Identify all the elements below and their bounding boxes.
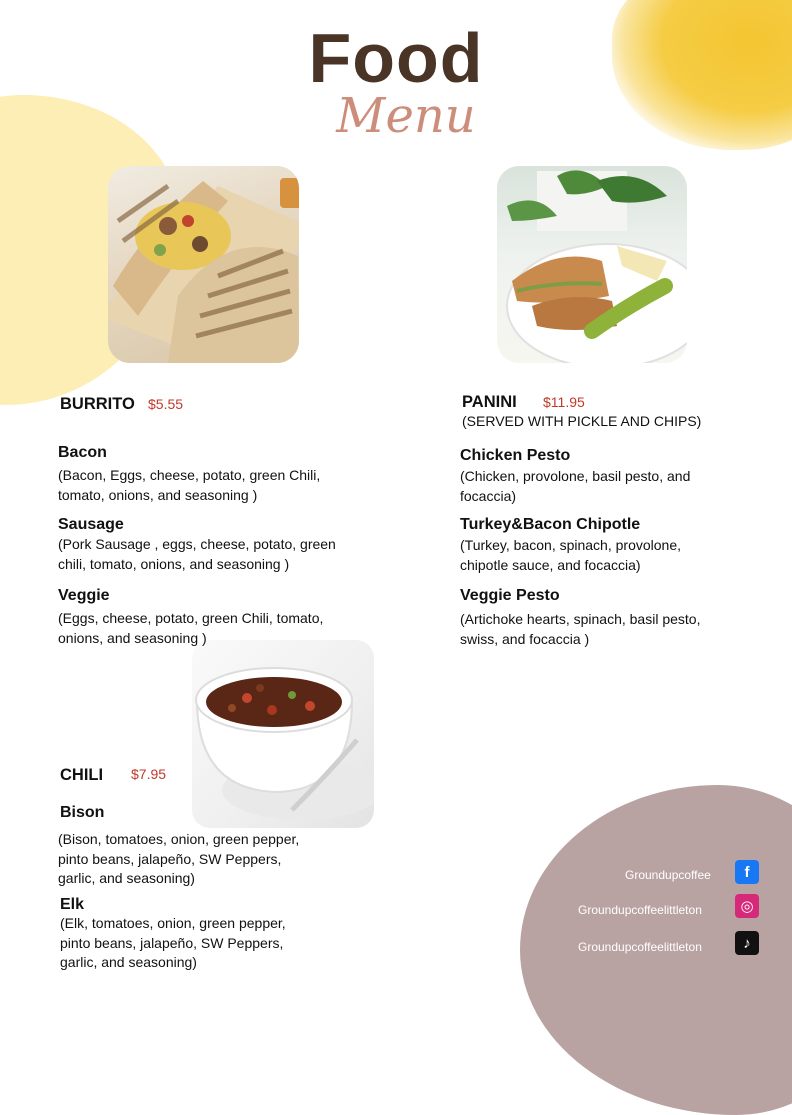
panini-item-name: Chicken Pesto	[460, 447, 571, 464]
burrito-item-description: (Eggs, cheese, potato, green Chili, tomato, onions, and seasoning )	[58, 610, 324, 646]
page-title: Food	[308, 19, 484, 97]
panini-item-description: (Artichoke hearts, spinach, basil pesto, swiss, and focaccia )	[460, 611, 701, 647]
chili-item-description: (Bison, tomatoes, onion, green pepper, pinto beans, jalapeño, SW Peppers, garlic, and seasoning)	[58, 831, 300, 886]
burrito-item-name: Veggie	[58, 587, 110, 604]
panini-photo	[497, 166, 687, 363]
burrito-section-title: BURRITO	[60, 395, 135, 413]
page-subtitle: Menu	[336, 88, 476, 144]
chili-item-name: Elk	[60, 896, 85, 913]
panini-section-title: PANINI	[462, 393, 517, 411]
burrito-item-description: (Pork Sausage , eggs, cheese, potato, green chili, tomato, onions, and seasoning )	[58, 536, 336, 572]
panini-item-description: (Chicken, provolone, basil pesto, and focaccia)	[460, 468, 691, 504]
burrito-item-name: Sausage	[58, 516, 124, 533]
burrito-item-description: (Bacon, Eggs, cheese, potato, green Chili, tomato, onions, and seasoning )	[58, 467, 321, 503]
burrito-item-name: Bacon	[58, 444, 107, 461]
facebook-icon[interactable]: f	[735, 860, 759, 884]
instagram-handle[interactable]: Groundupcoffeelittleton	[578, 903, 702, 917]
panini-price: $11.95	[543, 394, 585, 410]
chili-item-name: Bison	[60, 804, 105, 821]
chili-price: $7.95	[131, 766, 167, 782]
tiktok-handle[interactable]: Groundupcoffeelittleton	[578, 940, 702, 954]
panini-note: (SERVED WITH PICKLE AND CHIPS)	[462, 413, 702, 429]
chili-item-description: (Elk, tomatoes, onion, green pepper, pinto beans, jalapeño, SW Peppers, garlic, and seasoning)	[60, 915, 286, 970]
panini-item-description: (Turkey, bacon, spinach, provolone, chipotle sauce, and focaccia)	[460, 537, 682, 573]
chili-photo	[192, 640, 374, 828]
facebook-handle[interactable]: Groundupcoffee	[625, 868, 711, 882]
chili-section-title: CHILI	[60, 766, 104, 784]
burrito-price: $5.55	[148, 396, 184, 412]
tiktok-icon[interactable]: ♪	[735, 931, 759, 955]
burrito-photo	[108, 166, 299, 363]
panini-item-name: Turkey&Bacon Chipotle	[460, 516, 641, 533]
panini-item-name: Veggie Pesto	[460, 587, 560, 604]
instagram-icon[interactable]: ◎	[735, 894, 759, 918]
